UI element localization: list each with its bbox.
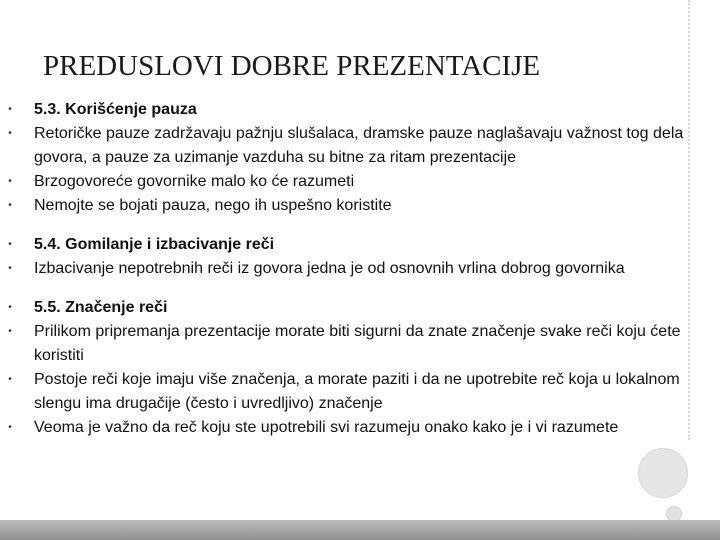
list-item [0, 122, 720, 170]
section-heading-text: 5.4. Gomilanje i izbacivanje reči [34, 236, 275, 253]
bullet-icon: • [8, 104, 12, 115]
section-heading [0, 233, 720, 257]
bullet-icon: • [8, 239, 12, 250]
section-heading [0, 98, 720, 122]
bullet-icon: • [8, 374, 12, 385]
list-item-text: Postoje reči koje imaju više značenja, a morate paziti i da ne upotrebite reč koja u lokalnom slengu ima drugačije (često i uvredljivo) značenje [34, 371, 680, 412]
list-item-text: Retoričke pauze zadržavaju pažnju slušalaca, dramske pauze naglašavaju važnost tog dela govora, a pauze za uzimanje vazduha su bitne za ritam prezentacije [34, 125, 684, 166]
footer-bar [0, 520, 720, 540]
list-item [0, 194, 720, 218]
section-heading-text: 5.5. Značenje reči [34, 299, 168, 316]
list-item-text: Izbacivanje nepotrebnih reči iz govora jedna je od osnovnih vrlina dobrog govornika [34, 260, 625, 277]
list-item [0, 368, 720, 416]
bullet-icon: • [8, 176, 12, 187]
list-item [0, 320, 720, 368]
list-item [0, 416, 720, 440]
bullet-icon: • [8, 200, 12, 211]
section-heading-text: 5.3. Korišćenje pauza [34, 101, 197, 118]
bullet-icon: • [8, 302, 12, 313]
list-item [0, 170, 720, 194]
list-item-text: Prilikom pripremanja prezentacije morate biti sigurni da znate značenje svake reči koju ćete koristiti [34, 323, 681, 364]
decorative-circle-large [638, 448, 688, 498]
bullet-list [0, 98, 720, 440]
bullet-icon: • [8, 263, 12, 274]
slide-title: PREDUSLOVI DOBRE PREZENTACIJE [43, 50, 541, 82]
section-heading [0, 296, 720, 320]
list-item-text: Nemojte se bojati pauza, nego ih uspešno koristite [34, 197, 392, 214]
bullet-icon: • [8, 128, 12, 139]
list-item-text: Brzogovoreće govornike malo ko će razumeti [34, 173, 355, 190]
list-item-text: Veoma je važno da reč koju ste upotrebili svi razumeju onako kako je i vi razumete [34, 419, 619, 436]
list-item [0, 257, 720, 281]
bullet-icon: • [8, 422, 12, 433]
bullet-icon: • [8, 326, 12, 337]
